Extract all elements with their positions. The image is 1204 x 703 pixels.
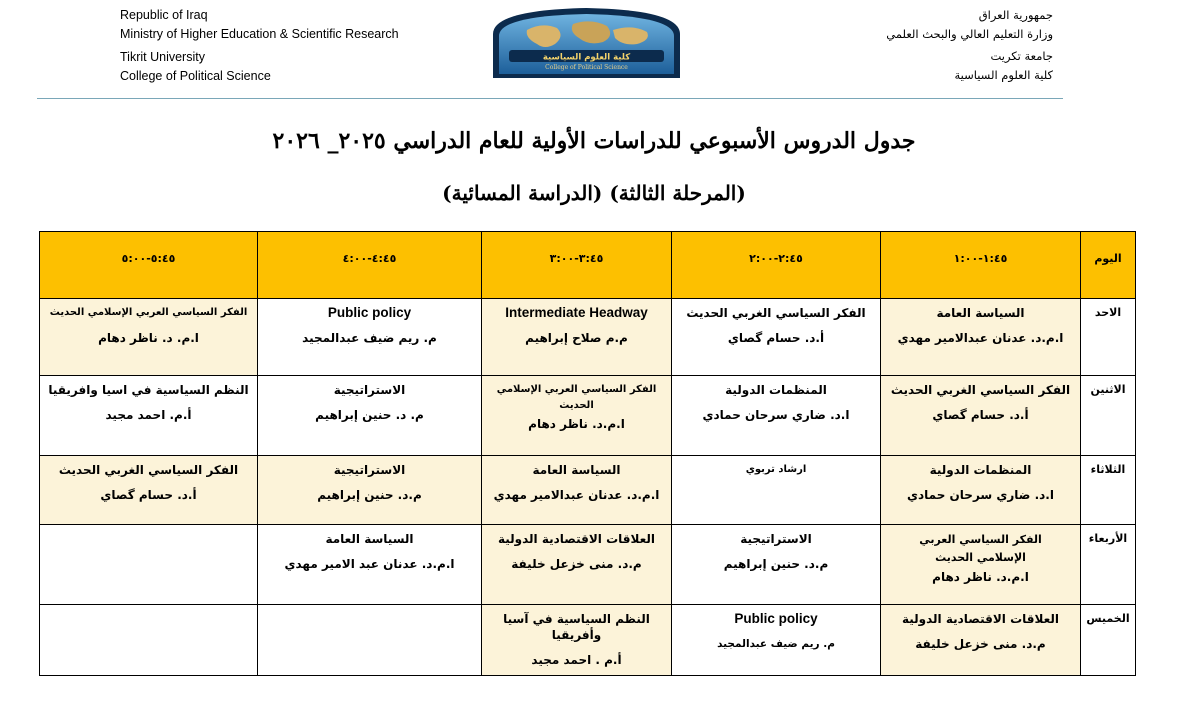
course-name: الاستراتيجية [740,532,812,546]
instructor-name: م. ريم ضيف عبدالمجيد [302,331,437,345]
course-name: المنظمات الدولية [929,463,1032,477]
header-english [120,6,399,86]
course-name: الفكر السياسي العربي الإسلامي الحديث [919,533,1042,564]
class-cell [672,525,881,605]
instructor-name: م.م صلاح إبراهيم [525,331,628,345]
instructor-name: ا.د. ضاري سرحان حمادي [907,488,1054,502]
course-name: الفكر السياسي الغربي الحديث [890,383,1071,397]
schedule-table [39,231,1136,676]
class-cell [482,605,672,676]
course-name: النظم السياسية في اسيا وافريقيا [48,383,249,397]
instructor-name: م.د. منى خزعل خليفة [511,557,642,571]
college-ar: كلية العلوم السياسية [954,68,1053,82]
instructor-name: أ.م. احمد مجيد [105,408,192,422]
instructor-name: م.د. منى خزعل خليفة [915,637,1046,651]
instructor-name: أ.م . احمد مجيد [531,653,622,667]
class-cell [672,376,881,456]
instructor-name: ا.م.د. ناظر دهام [528,417,625,431]
table-row [40,456,1136,525]
class-cell [40,605,258,676]
course-name: الفكر السياسي العربي الإسلامي الحديث [49,307,248,318]
class-cell [672,605,881,676]
class-cell [881,605,1081,676]
class-cell [672,299,881,376]
course-name: الفكر السياسي العربي الإسلامي الحديث [496,384,657,411]
college-en: College of Political Science [120,69,271,83]
course-name: السياسة العامة [936,306,1025,320]
course-name: العلاقات الاقتصادية الدولية [497,532,656,546]
course-name: الاستراتيجية [333,463,406,477]
time-slot-header: ٣:٤٥-٣:٠٠ [482,232,672,299]
instructor-name: م. د. حنين إبراهيم [315,408,424,422]
day-cell: الخميس [1081,605,1136,676]
day-cell: الاحد [1081,299,1136,376]
ministry-ar: وزارة التعليم العالي والبحث العلمي [886,27,1053,41]
table-row [40,525,1136,605]
course-name: Public policy [734,611,818,626]
time-slot-header: ٥:٤٥-٥:٠٠ [40,232,258,299]
class-cell [40,525,258,605]
header-arabic [886,6,1053,85]
class-cell [482,376,672,456]
logo-text-en: College of Political Science [545,64,628,71]
university-en: Tikrit University [120,50,205,64]
course-name: Public policy [327,305,412,320]
college-logo [487,6,686,80]
country-ar: جمهورية العراق [978,8,1053,22]
day-cell: الأربعاء [1081,525,1136,605]
class-cell [881,299,1081,376]
country-en: Republic of Iraq [120,8,208,22]
course-name [40,525,257,531]
time-slot-header: ١:٤٥-١:٠٠ [881,232,1081,299]
day-cell: الاثنين [1081,376,1136,456]
day-column-header: اليوم [1081,232,1136,299]
instructor-name: ا.م.د. عدنان عبدالامير مهدي [493,488,660,502]
instructor-name: أ.د. حسام گصاي [100,488,197,502]
class-cell [881,456,1081,525]
course-name: الفكر السياسي الغربي الحديث [686,306,866,320]
instructor-name: ا.م. د. ناظر دهام [98,331,199,345]
course-name: السياسة العامة [532,463,621,477]
logo-text-ar: كلية العلوم السياسية [542,52,631,63]
table-row [40,605,1136,676]
university-ar: جامعة تكريت [990,49,1053,63]
instructor-name: أ.د. حسام گصاي [932,408,1029,422]
instructor-name: م.د. حنين إبراهيم [723,557,829,571]
header-row [40,232,1136,299]
class-cell [881,525,1081,605]
course-name: السياسة العامة [325,532,414,546]
ministry-en: Ministry of Higher Education & Scientific Research [120,27,399,41]
class-cell [482,456,672,525]
class-cell [40,456,258,525]
day-cell: الثلاثاء [1081,456,1136,525]
class-cell [258,605,482,676]
course-name: الاستراتيجية [333,383,406,397]
class-cell [40,376,258,456]
instructor-name: م. ريم ضيف عبدالمجيد [717,638,835,650]
course-name: ارشاد تربوي [745,464,807,475]
class-cell [482,525,672,605]
class-cell [672,456,881,525]
instructor-name: ا.م.د. عدنان عبد الامير مهدي [284,557,455,571]
page-subtitle: (المرحلة الثالثة) (الدراسة المسائية) [442,181,746,205]
page-title: جدول الدروس الأسبوعي للدراسات الأولية للعام الدراسي ٢٠٢٥_ ٢٠٢٦ [272,128,916,154]
class-cell [258,299,482,376]
instructor-name: ا.م.د. عدنان عبدالامير مهدي [897,331,1064,345]
course-name: النظم السياسية في آسيا وأفريقيا [503,612,650,642]
course-name: الفكر السياسي الغربي الحديث [58,463,239,477]
class-cell [258,525,482,605]
table-row [40,299,1136,376]
instructor-name: م.د. حنين إبراهيم [317,488,422,502]
header-divider [37,98,1063,99]
course-name: المنظمات الدولية [725,383,827,397]
course-name [258,605,481,611]
time-slot-header: ٢:٤٥-٢:٠٠ [672,232,881,299]
course-name: Intermediate Headway [505,305,648,320]
class-cell [40,299,258,376]
table-row [40,376,1136,456]
class-cell [881,376,1081,456]
course-name [40,605,257,611]
course-name: العلاقات الاقتصادية الدولية [901,612,1060,626]
class-cell [258,376,482,456]
instructor-name: ا.د. ضاري سرحان حمادي [702,408,850,422]
class-cell [482,299,672,376]
instructor-name: أ.د. حسام گصاي [727,331,825,345]
time-slot-header: ٤:٤٥-٤:٠٠ [258,232,482,299]
class-cell [258,456,482,525]
instructor-name: ا.م.د. ناظر دهام [932,570,1029,584]
